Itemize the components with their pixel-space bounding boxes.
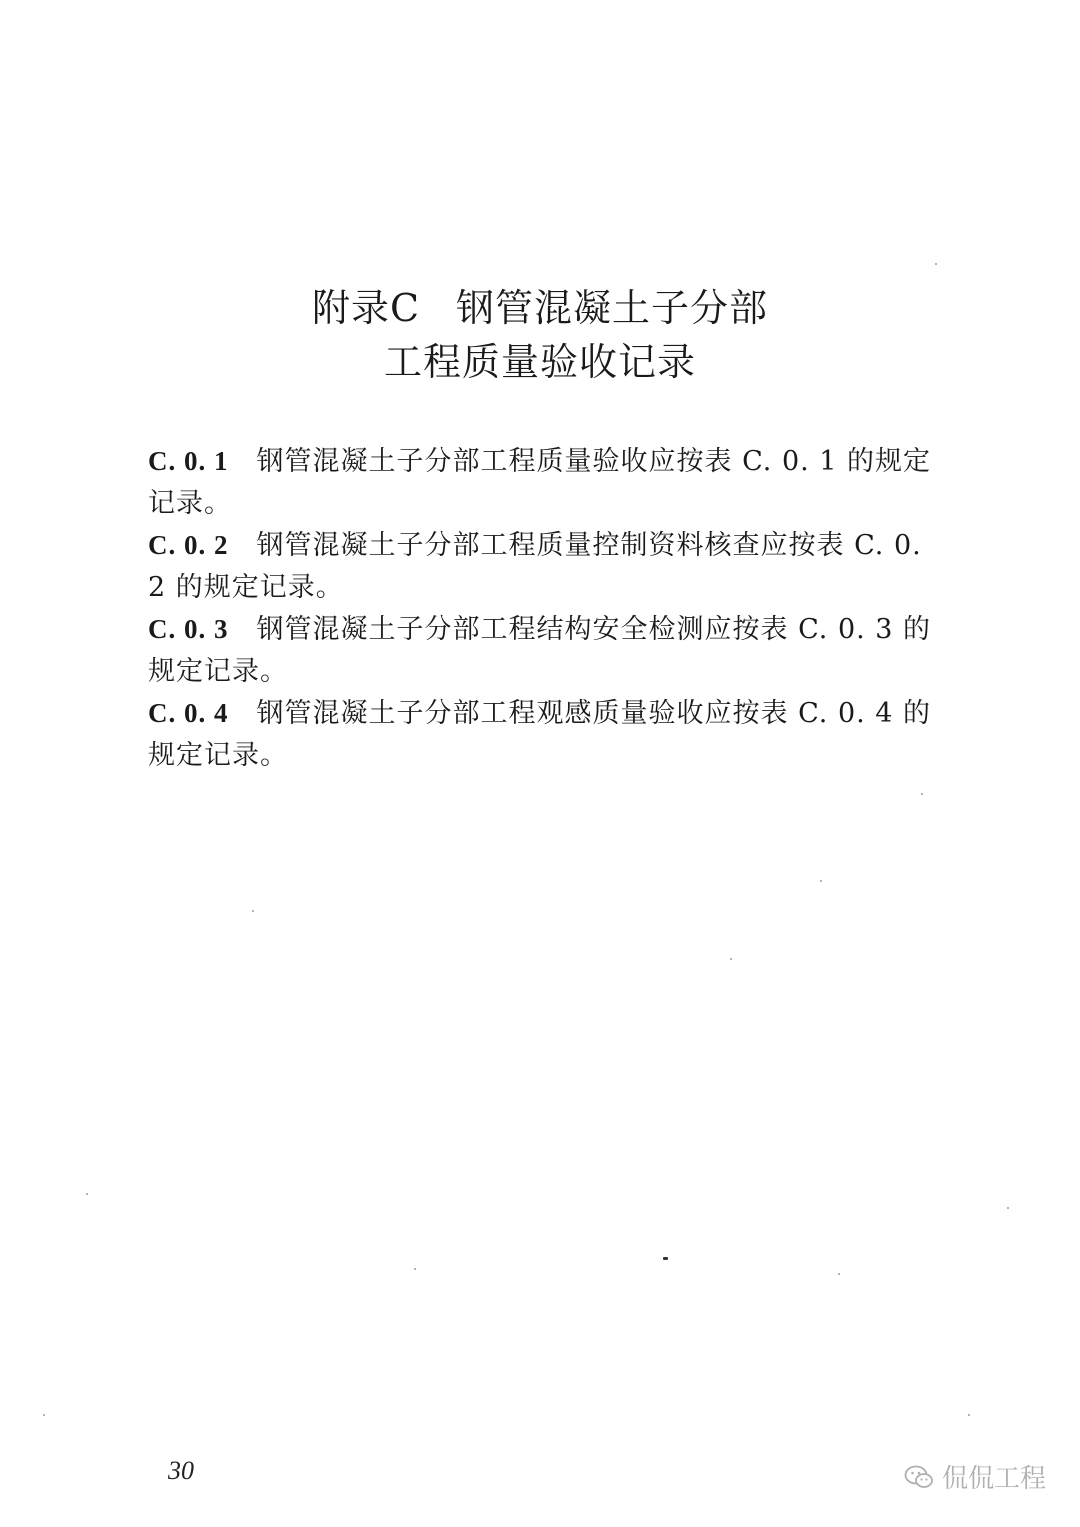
clause-text: 钢管混凝土子分部工程质量验收应按表 C. 0. 1 的规定记录。 (148, 446, 932, 519)
clause-text: 钢管混凝土子分部工程结构安全检测应按表 C. 0. 3 的规定记录。 (148, 614, 932, 687)
scan-speck (935, 263, 937, 265)
watermark (904, 1458, 1046, 1495)
scan-speck (968, 1414, 970, 1416)
appendix-label: 附录C (311, 286, 421, 330)
scan-speck (820, 880, 822, 882)
scan-speck (43, 1414, 45, 1416)
appendix-title-text: 钢管混凝土子分部 (456, 286, 769, 330)
clause-number: C. 0. 1 (148, 446, 229, 476)
scan-speck (414, 1268, 416, 1270)
scan-speck (86, 1193, 88, 1195)
clause-text: 钢管混凝土子分部工程质量控制资料核查应按表 C. 0. 2 的规定记录。 (148, 530, 922, 603)
clause-number: C. 0. 4 (148, 698, 229, 728)
wechat-icon (904, 1464, 934, 1490)
appendix-title-line-2: 工程质量验收记录 (383, 340, 696, 384)
scan-speck (252, 910, 254, 912)
page-number: 30 (168, 1456, 194, 1485)
scan-speck (838, 1273, 840, 1275)
scan-speck (663, 1257, 668, 1260)
scan-speck (1007, 1207, 1009, 1209)
clause-c-0-3 (148, 608, 938, 693)
scan-speck (921, 793, 923, 795)
watermark-text: 侃侃工程 (941, 1464, 1046, 1494)
clause-c-0-2 (148, 524, 938, 609)
appendix-title-line-1 (0, 283, 1080, 333)
clause-c-0-1 (148, 440, 938, 525)
clause-c-0-4 (148, 692, 938, 777)
scan-speck (730, 958, 732, 960)
clause-number: C. 0. 2 (148, 530, 229, 560)
clause-text: 钢管混凝土子分部工程观感质量验收应按表 C. 0. 4 的规定记录。 (148, 698, 932, 771)
clause-number: C. 0. 3 (148, 614, 229, 644)
